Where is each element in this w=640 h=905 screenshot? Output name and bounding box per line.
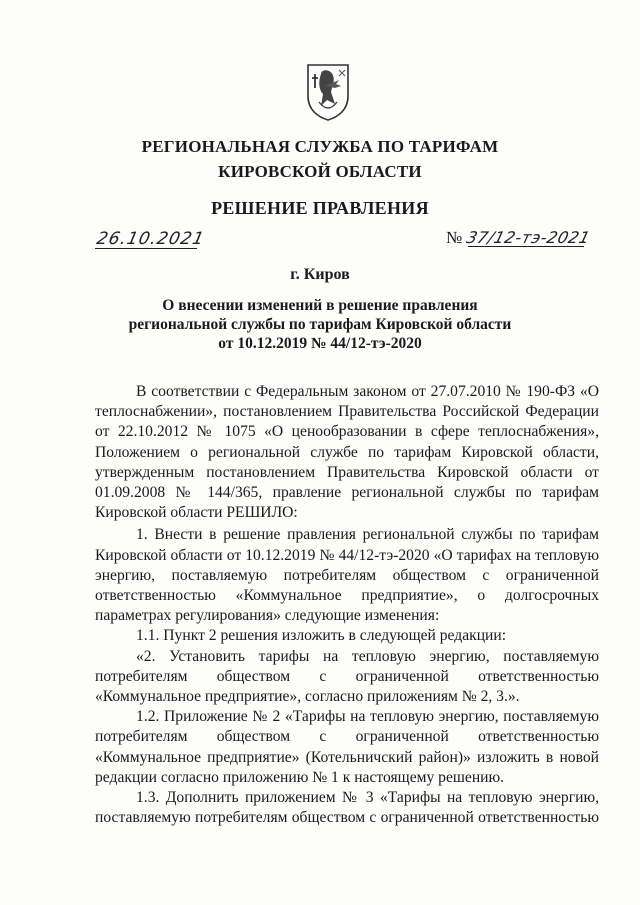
paragraph-item-1-3: 1.3. Дополнить приложением № 3 «Тарифы на тепловую энергию, поставляемую потребителям обществом с ограниченной ответственностью [95,789,599,827]
paragraph-preamble: В соответствии с Федеральным законом от 27.07.2010 № 190-ФЗ «О теплоснабжении», постановлением Правительства Российской Федерации от 22.10.2012 № 1075 «О ценообразовании в сфере теплоснабжения», Положением о региональной службе по тарифам Кировской области, утвержденным постановлением Правительства Кировской области от 01.09.2008 № 144/365, правление региональной службы по тарифам Кировской области РЕШИЛО: [95,383,599,522]
document-number [446,228,593,248]
document-body [95,382,599,828]
handwritten-number: 37/12-тэ-2021 [464,228,593,247]
coat-of-arms-icon [305,62,351,122]
org-name-line1: РЕГИОНАЛЬНАЯ СЛУЖБА ПО ТАРИФАМ [141,137,499,156]
subject-line2: региональной службы по тарифам Кировской области [128,316,512,333]
org-name-line2: КИРОВСКОЙ ОБЛАСТИ [218,162,422,181]
date-underline [95,248,197,249]
paragraph-quote-2: «2. Установить тарифы на тепловую энергию, поставляемую потребителям обществом с ограниченной ответственностью «Коммунальное предприятие», согласно приложениям № 2, 3.». [95,647,599,706]
paragraph-item-1: 1. Внести в решение правления региональной службы по тарифам Кировской области от 10.12.2019 № 44/12-тэ-2020 «О тарифах на тепловую энергию, поставляемую потребителям обществом с ограниченной ответственностью «Коммунальное предприятие», о долгосрочных параметрах регулирования» следующие изменения: [95,526,599,625]
document-type-title: РЕШЕНИЕ ПРАВЛЕНИЯ [211,198,429,218]
handwritten-date: 26.10.2021 [94,229,207,249]
city-label: г. Киров [290,266,350,283]
paragraph-item-1-2: 1.2. Приложение № 2 «Тарифы на тепловую энергию, поставляемую потребителям обществом с ограниченной ответственностью «Коммунальное предприятие» (Котельничский район)» изложить в новой редакции согласно приложению № 1 к настоящему решению. [95,708,599,786]
paragraph-item-1-1: 1.1. Пункт 2 решения изложить в следующей редакции: [136,627,507,645]
number-underline [468,246,584,247]
number-sign: № [446,228,463,247]
subject-line3: от 10.12.2019 № 44/12-тэ-2020 [218,335,422,352]
subject-line1: О внесении изменений в решение правления [162,297,478,314]
